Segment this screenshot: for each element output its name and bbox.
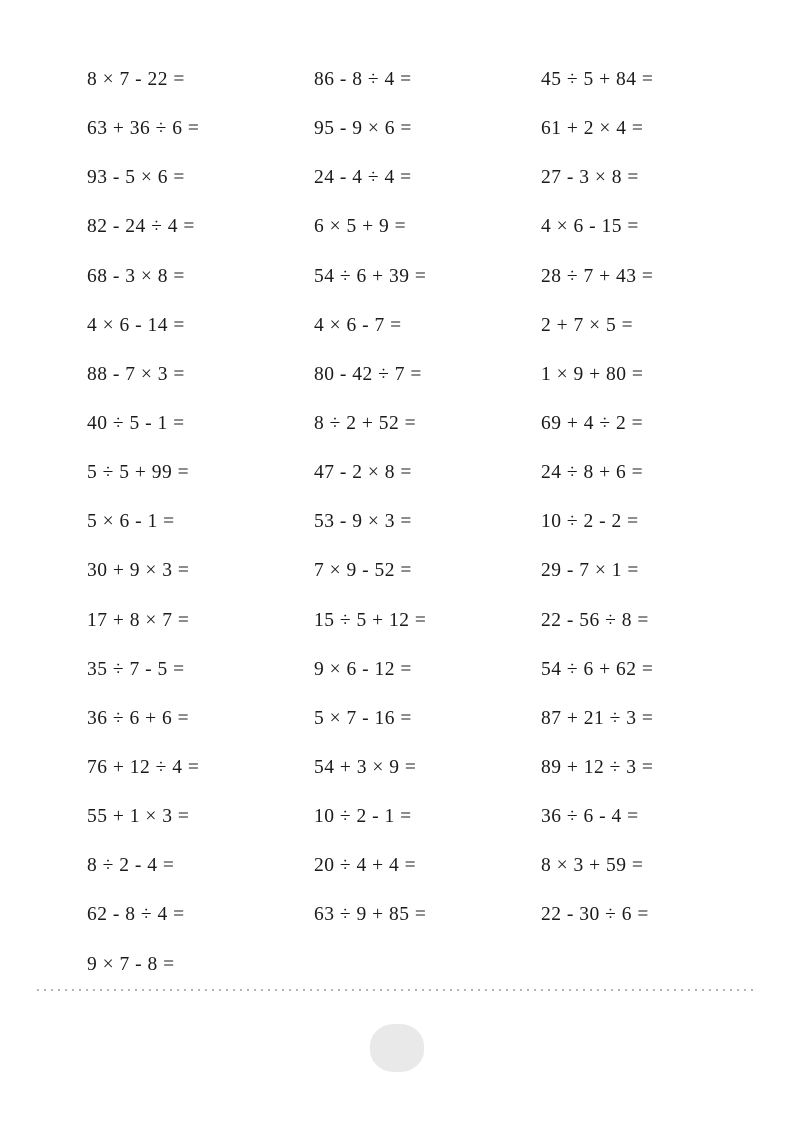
math-problem: 22 - 56 ÷ 8 = [541, 609, 649, 631]
math-problem: 47 - 2 × 8 = [314, 462, 412, 484]
math-problem: 63 + 36 ÷ 6 = [87, 118, 200, 140]
math-problem: 9 × 6 - 12 = [314, 658, 412, 680]
math-problem: 5 × 6 - 1 = [87, 511, 175, 533]
math-problem: 35 ÷ 7 - 5 = [87, 658, 185, 680]
math-problem: 86 - 8 ÷ 4 = [314, 69, 412, 90]
page-separator-dotted-line [37, 989, 757, 991]
math-problem: 82 - 24 ÷ 4 = [87, 216, 195, 238]
math-problem: 20 ÷ 4 + 4 = [314, 855, 417, 877]
math-problem: 95 - 9 × 6 = [314, 118, 412, 140]
math-problem: 53 - 9 × 3 = [314, 511, 412, 533]
math-problem: 24 - 4 ÷ 4 = [314, 167, 412, 189]
math-problem: 10 ÷ 2 - 1 = [314, 806, 412, 828]
math-problem: 30 + 9 × 3 = [87, 560, 190, 582]
math-problem: 4 × 6 - 14 = [87, 314, 185, 336]
math-problem: 63 ÷ 9 + 85 = [314, 904, 427, 926]
problems-column-2 [314, 68, 426, 953]
math-problem: 36 ÷ 6 + 6 = [87, 707, 190, 729]
math-problem: 6 × 5 + 9 = [314, 216, 407, 238]
math-problem: 87 + 21 ÷ 3 = [541, 707, 654, 729]
math-problem: 76 + 12 ÷ 4 = [87, 756, 200, 778]
problems-column-3 [541, 68, 653, 953]
math-problem: 89 + 12 ÷ 3 = [541, 756, 654, 778]
math-problem: 55 + 1 × 3 = [87, 806, 190, 828]
math-problem: 40 ÷ 5 - 1 = [87, 412, 185, 434]
math-problem: 80 - 42 ÷ 7 = [314, 363, 422, 385]
math-problem: 54 ÷ 6 + 62 = [541, 658, 654, 680]
math-problem: 24 ÷ 8 + 6 = [541, 462, 644, 484]
math-problem: 5 × 7 - 16 = [314, 707, 412, 729]
math-problem: 62 - 8 ÷ 4 = [87, 904, 185, 926]
math-problem: 4 × 6 - 15 = [541, 216, 639, 238]
math-problem: 28 ÷ 7 + 43 = [541, 265, 654, 287]
math-problem: 7 × 9 - 52 = [314, 560, 412, 582]
math-problem: 8 ÷ 2 + 52 = [314, 412, 417, 434]
math-problem: 4 × 6 - 7 = [314, 314, 402, 336]
math-problem: 36 ÷ 6 - 4 = [541, 806, 639, 828]
math-problem: 93 - 5 × 6 = [87, 167, 185, 189]
math-problem: 54 + 3 × 9 = [314, 756, 417, 778]
math-problem: 61 + 2 × 4 = [541, 118, 644, 140]
math-problem: 68 - 3 × 8 = [87, 265, 185, 287]
math-problem: 29 - 7 × 1 = [541, 560, 639, 582]
math-problem: 17 + 8 × 7 = [87, 609, 190, 631]
math-problem: 15 ÷ 5 + 12 = [314, 609, 427, 631]
math-problem: 54 ÷ 6 + 39 = [314, 265, 427, 287]
math-problem: 10 ÷ 2 - 2 = [541, 511, 639, 533]
math-problem: 22 - 30 ÷ 6 = [541, 904, 649, 926]
math-problem: 1 × 9 + 80 = [541, 363, 644, 385]
problems-column-1 [87, 68, 199, 1002]
math-problem: 69 + 4 ÷ 2 = [541, 412, 644, 434]
math-problem: 8 × 7 - 22 = [87, 69, 185, 90]
math-problem: 9 × 7 - 8 = [87, 953, 175, 975]
math-problem: 8 ÷ 2 - 4 = [87, 855, 175, 877]
math-problem: 27 - 3 × 8 = [541, 167, 639, 189]
math-problem: 2 + 7 × 5 = [541, 314, 634, 336]
math-problem: 88 - 7 × 3 = [87, 363, 185, 385]
math-problem: 45 ÷ 5 + 84 = [541, 69, 654, 90]
math-problem: 8 × 3 + 59 = [541, 855, 644, 877]
footer-pill-button[interactable] [370, 1024, 424, 1072]
math-problem: 5 ÷ 5 + 99 = [87, 462, 190, 484]
